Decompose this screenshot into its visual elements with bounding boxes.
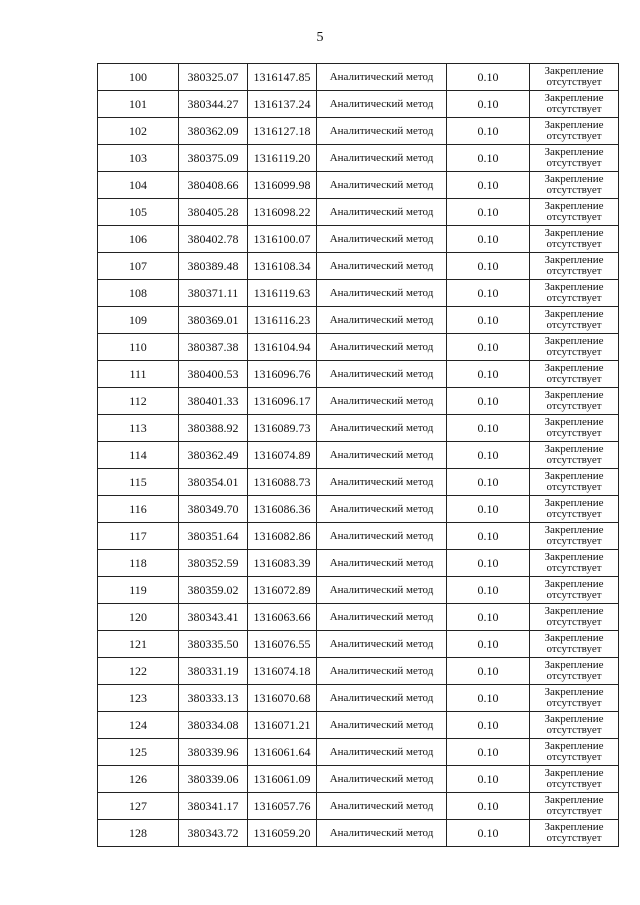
accuracy-cell: 0.10 [447,172,530,199]
accuracy-cell: 0.10 [447,199,530,226]
table-row [98,685,619,712]
accuracy-cell: 0.10 [447,739,530,766]
x-coordinate-cell: 380325.07 [179,64,248,91]
method-cell: Аналитический метод [317,550,447,577]
method-cell: Аналитический метод [317,280,447,307]
point-number-cell: 113 [98,415,179,442]
x-coordinate-cell: 380344.27 [179,91,248,118]
method-cell: Аналитический метод [317,388,447,415]
x-coordinate-cell: 380334.08 [179,712,248,739]
table-row [98,766,619,793]
table-row [98,523,619,550]
fixing-note-cell: Закрепление отсутствует [530,739,619,766]
page-number: 5 [316,30,324,45]
y-coordinate-cell: 1316116.23 [248,307,317,334]
table-row [98,388,619,415]
fixing-note-cell: Закрепление отсутствует [530,604,619,631]
x-coordinate-cell: 380389.48 [179,253,248,280]
y-coordinate-cell: 1316099.98 [248,172,317,199]
fixing-note-cell: Закрепление отсутствует [530,577,619,604]
point-number-cell: 120 [98,604,179,631]
fixing-note-cell: Закрепление отсутствует [530,280,619,307]
point-number-cell: 110 [98,334,179,361]
method-cell: Аналитический метод [317,199,447,226]
y-coordinate-cell: 1316074.18 [248,658,317,685]
x-coordinate-cell: 380359.02 [179,577,248,604]
x-coordinate-cell: 380387.38 [179,334,248,361]
table-row [98,280,619,307]
table-row [98,307,619,334]
method-cell: Аналитический метод [317,361,447,388]
accuracy-cell: 0.10 [447,361,530,388]
y-coordinate-cell: 1316137.24 [248,91,317,118]
x-coordinate-cell: 380335.50 [179,631,248,658]
method-cell: Аналитический метод [317,64,447,91]
accuracy-cell: 0.10 [447,523,530,550]
x-coordinate-cell: 380331.19 [179,658,248,685]
accuracy-cell: 0.10 [447,631,530,658]
method-cell: Аналитический метод [317,334,447,361]
accuracy-cell: 0.10 [447,793,530,820]
method-cell: Аналитический метод [317,577,447,604]
x-coordinate-cell: 380405.28 [179,199,248,226]
table-row [98,334,619,361]
table-row [98,658,619,685]
accuracy-cell: 0.10 [447,118,530,145]
x-coordinate-cell: 380401.33 [179,388,248,415]
method-cell: Аналитический метод [317,307,447,334]
accuracy-cell: 0.10 [447,685,530,712]
method-cell: Аналитический метод [317,442,447,469]
point-number-cell: 103 [98,145,179,172]
accuracy-cell: 0.10 [447,64,530,91]
method-cell: Аналитический метод [317,469,447,496]
accuracy-cell: 0.10 [447,658,530,685]
accuracy-cell: 0.10 [447,604,530,631]
table-row [98,64,619,91]
y-coordinate-cell: 1316119.20 [248,145,317,172]
x-coordinate-cell: 380351.64 [179,523,248,550]
fixing-note-cell: Закрепление отсутствует [530,361,619,388]
accuracy-cell: 0.10 [447,469,530,496]
point-number-cell: 125 [98,739,179,766]
accuracy-cell: 0.10 [447,442,530,469]
point-number-cell: 127 [98,793,179,820]
fixing-note-cell: Закрепление отсутствует [530,307,619,334]
coordinates-table-body [98,64,619,847]
point-number-cell: 118 [98,550,179,577]
y-coordinate-cell: 1316061.64 [248,739,317,766]
accuracy-cell: 0.10 [447,388,530,415]
y-coordinate-cell: 1316082.86 [248,523,317,550]
table-row [98,577,619,604]
accuracy-cell: 0.10 [447,550,530,577]
table-row [98,118,619,145]
point-number-cell: 122 [98,658,179,685]
y-coordinate-cell: 1316074.89 [248,442,317,469]
table-row [98,91,619,118]
point-number-cell: 115 [98,469,179,496]
accuracy-cell: 0.10 [447,280,530,307]
x-coordinate-cell: 380352.59 [179,550,248,577]
table-row [98,442,619,469]
method-cell: Аналитический метод [317,766,447,793]
point-number-cell: 114 [98,442,179,469]
y-coordinate-cell: 1316061.09 [248,766,317,793]
y-coordinate-cell: 1316119.63 [248,280,317,307]
x-coordinate-cell: 380343.72 [179,820,248,847]
method-cell: Аналитический метод [317,118,447,145]
method-cell: Аналитический метод [317,253,447,280]
fixing-note-cell: Закрепление отсутствует [530,118,619,145]
accuracy-cell: 0.10 [447,145,530,172]
fixing-note-cell: Закрепление отсутствует [530,442,619,469]
accuracy-cell: 0.10 [447,334,530,361]
fixing-note-cell: Закрепление отсутствует [530,712,619,739]
y-coordinate-cell: 1316072.89 [248,577,317,604]
accuracy-cell: 0.10 [447,307,530,334]
y-coordinate-cell: 1316076.55 [248,631,317,658]
y-coordinate-cell: 1316100.07 [248,226,317,253]
table-row [98,361,619,388]
point-number-cell: 121 [98,631,179,658]
fixing-note-cell: Закрепление отсутствует [530,64,619,91]
x-coordinate-cell: 380402.78 [179,226,248,253]
x-coordinate-cell: 380369.01 [179,307,248,334]
fixing-note-cell: Закрепление отсутствует [530,793,619,820]
accuracy-cell: 0.10 [447,820,530,847]
method-cell: Аналитический метод [317,712,447,739]
x-coordinate-cell: 380408.66 [179,172,248,199]
table-row [98,604,619,631]
accuracy-cell: 0.10 [447,712,530,739]
fixing-note-cell: Закрепление отсутствует [530,415,619,442]
method-cell: Аналитический метод [317,145,447,172]
point-number-cell: 123 [98,685,179,712]
fixing-note-cell: Закрепление отсутствует [530,685,619,712]
method-cell: Аналитический метод [317,658,447,685]
table-row [98,739,619,766]
fixing-note-cell: Закрепление отсутствует [530,631,619,658]
x-coordinate-cell: 380371.11 [179,280,248,307]
table-row [98,226,619,253]
table-row [98,550,619,577]
fixing-note-cell: Закрепление отсутствует [530,172,619,199]
x-coordinate-cell: 380343.41 [179,604,248,631]
y-coordinate-cell: 1316127.18 [248,118,317,145]
method-cell: Аналитический метод [317,739,447,766]
table-row [98,631,619,658]
fixing-note-cell: Закрепление отсутствует [530,820,619,847]
fixing-note-cell: Закрепление отсутствует [530,550,619,577]
point-number-cell: 124 [98,712,179,739]
table-row [98,199,619,226]
point-number-cell: 112 [98,388,179,415]
point-number-cell: 126 [98,766,179,793]
accuracy-cell: 0.10 [447,91,530,118]
fixing-note-cell: Закрепление отсутствует [530,253,619,280]
point-number-cell: 100 [98,64,179,91]
fixing-note-cell: Закрепление отсутствует [530,145,619,172]
fixing-note-cell: Закрепление отсутствует [530,469,619,496]
y-coordinate-cell: 1316063.66 [248,604,317,631]
point-number-cell: 102 [98,118,179,145]
accuracy-cell: 0.10 [447,577,530,604]
method-cell: Аналитический метод [317,523,447,550]
accuracy-cell: 0.10 [447,226,530,253]
y-coordinate-cell: 1316057.76 [248,793,317,820]
point-number-cell: 101 [98,91,179,118]
y-coordinate-cell: 1316147.85 [248,64,317,91]
x-coordinate-cell: 380339.96 [179,739,248,766]
method-cell: Аналитический метод [317,793,447,820]
accuracy-cell: 0.10 [447,496,530,523]
method-cell: Аналитический метод [317,415,447,442]
fixing-note-cell: Закрепление отсутствует [530,496,619,523]
method-cell: Аналитический метод [317,604,447,631]
method-cell: Аналитический метод [317,172,447,199]
y-coordinate-cell: 1316089.73 [248,415,317,442]
y-coordinate-cell: 1316098.22 [248,199,317,226]
fixing-note-cell: Закрепление отсутствует [530,91,619,118]
y-coordinate-cell: 1316096.76 [248,361,317,388]
x-coordinate-cell: 380362.09 [179,118,248,145]
method-cell: Аналитический метод [317,91,447,118]
fixing-note-cell: Закрепление отсутствует [530,388,619,415]
point-number-cell: 116 [98,496,179,523]
fixing-note-cell: Закрепление отсутствует [530,658,619,685]
y-coordinate-cell: 1316108.34 [248,253,317,280]
point-number-cell: 111 [98,361,179,388]
point-number-cell: 108 [98,280,179,307]
method-cell: Аналитический метод [317,496,447,523]
table-row [98,712,619,739]
point-number-cell: 105 [98,199,179,226]
method-cell: Аналитический метод [317,226,447,253]
y-coordinate-cell: 1316083.39 [248,550,317,577]
fixing-note-cell: Закрепление отсутствует [530,199,619,226]
point-number-cell: 106 [98,226,179,253]
x-coordinate-cell: 380388.92 [179,415,248,442]
accuracy-cell: 0.10 [447,415,530,442]
y-coordinate-cell: 1316059.20 [248,820,317,847]
y-coordinate-cell: 1316086.36 [248,496,317,523]
table-row [98,145,619,172]
table-row [98,415,619,442]
y-coordinate-cell: 1316071.21 [248,712,317,739]
y-coordinate-cell: 1316104.94 [248,334,317,361]
y-coordinate-cell: 1316070.68 [248,685,317,712]
point-number-cell: 109 [98,307,179,334]
x-coordinate-cell: 380354.01 [179,469,248,496]
fixing-note-cell: Закрепление отсутствует [530,523,619,550]
method-cell: Аналитический метод [317,820,447,847]
fixing-note-cell: Закрепление отсутствует [530,334,619,361]
point-number-cell: 128 [98,820,179,847]
method-cell: Аналитический метод [317,685,447,712]
x-coordinate-cell: 380375.09 [179,145,248,172]
y-coordinate-cell: 1316096.17 [248,388,317,415]
x-coordinate-cell: 380349.70 [179,496,248,523]
point-number-cell: 107 [98,253,179,280]
fixing-note-cell: Закрепление отсутствует [530,766,619,793]
method-cell: Аналитический метод [317,631,447,658]
x-coordinate-cell: 380400.53 [179,361,248,388]
x-coordinate-cell: 380362.49 [179,442,248,469]
table-row [98,793,619,820]
point-number-cell: 119 [98,577,179,604]
coordinates-table [97,63,619,847]
table-row [98,820,619,847]
x-coordinate-cell: 380341.17 [179,793,248,820]
table-row [98,496,619,523]
fixing-note-cell: Закрепление отсутствует [530,226,619,253]
x-coordinate-cell: 380339.06 [179,766,248,793]
point-number-cell: 117 [98,523,179,550]
x-coordinate-cell: 380333.13 [179,685,248,712]
table-row [98,253,619,280]
accuracy-cell: 0.10 [447,253,530,280]
accuracy-cell: 0.10 [447,766,530,793]
point-number-cell: 104 [98,172,179,199]
y-coordinate-cell: 1316088.73 [248,469,317,496]
table-row [98,172,619,199]
table-row [98,469,619,496]
